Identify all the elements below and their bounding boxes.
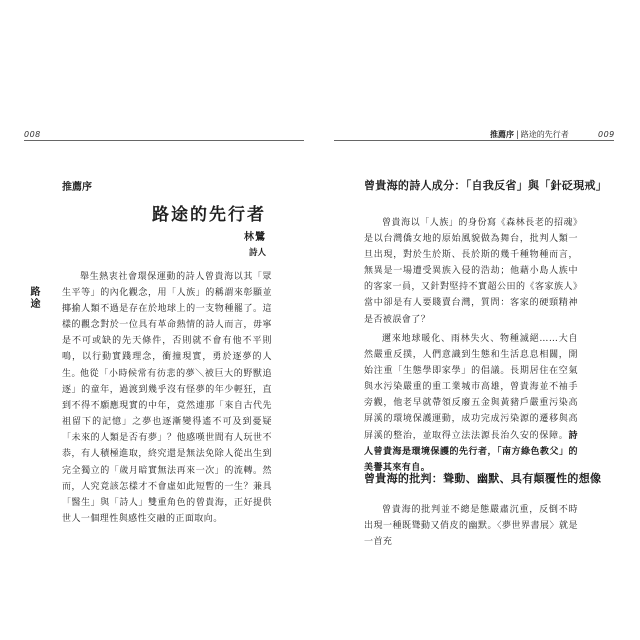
left-paragraph-2: 他從「小時候常有彷悲的夢＼被巨大的野獸追逐」的童年，過渡到幾乎沒有怪夢的年少輕狂，直到不得不願應現實的中年，竟然連那「來自古代先祖留下的記憶」之夢也逐漸變得遙不可及到憂疑「未來的人類是否有夢」？他感嘆世間有人玩世不恭，有人積極進取，終究還是無法免除人從出生到完全獨立的「歲月暗實無法再來一次」的流轉。然而，人究竟該怎樣才不會虛如此短暫的一生？兼具「醫生」與「詩人」雙重角色的曾貴海，正好提供世人一個理性與感性交融的正面取向。 (62, 369, 272, 524)
right-paragraph-3: 曾貴海的批判並不總是態嚴肅沉重，反倒不時出現一種既聳動又俏皮的幽默。〈夢世界書展〉就是一首充 (364, 505, 578, 548)
vertical-margin-mark: 路途 (28, 286, 39, 310)
section-label: 推薦序 (62, 182, 92, 193)
left-paragraph-1: 舉生熱衷社會環保運動的詩人曾貴海以其「眾生平等」的內化觀念，用「人族」的稱謂來彰顯並揶揄人類不過是存在於地球上的一支物種罷了。這樣的觀念對於一位具有革命熱情的詩人而言，毋寧是不可或缺的先天條件，否則就不會有他不平則鳴，以行動實踐理念，衝撞現實，勇於逐夢的人生。 (62, 272, 272, 379)
right-header-rule (334, 140, 614, 141)
left-page-number: 008 (24, 130, 41, 139)
right-paragraph-1: 曾貴海以「人族」的身份寫《森林長老的招魂》是以台灣僑女地的原始風貌做為舞台，批判人類一旦出現，對於生於斯、長於斯的幾千種物種而言，無異是一場遭受異族入侵的浩劫；他藉小島人族中的客家一員，又針對堅持不實超公田的《客家族人》當中卻是有人要賤賣台灣，質問：客家的硬頸精神是否被誤會了？ (364, 218, 578, 325)
page-title: 路途的先行者 (152, 205, 266, 225)
author-role: 詩人 (248, 248, 266, 258)
section-heading-2: 曾貴海的批判：聳動、幽默、具有顛覆性的想像 (364, 472, 602, 485)
right-paragraph-2-text: 邇來地球暖化、雨林失火、物種滅絕……大自然嚴重反撲，人們意識到生態和生活息息相關，開始注重「生態學即家學」的倡議。長期居住在空氣與水污染嚴重的重工業城市高雄，曾貴海並不袖手旁觀，他老早就帶領反廢五金與黃豬戶嚴重污染高屏溪的環境保護運動，成功完成污染源的遷移與高屏溪的整治，並取得立法法源長治久安的保障。 (364, 334, 578, 441)
running-head-separator: | (516, 130, 519, 139)
author-name: 林鷺 (244, 232, 266, 243)
running-head-title: 路途的先行者 (520, 130, 569, 139)
running-head-label: 推薦序 (490, 129, 514, 139)
right-paragraph-2-emphasis: 詩人曾貴海是環境保護的先行者，「南方綠色教父」的美譽其來有自。 (364, 430, 578, 473)
right-page-number: 009 (598, 130, 615, 139)
running-head (490, 129, 569, 140)
section-heading-1: 曾貴海的詩人成分：「自我反省」與「針砭現戒」 (364, 179, 608, 192)
right-paragraph-2 (364, 331, 578, 476)
left-header-rule (24, 140, 304, 141)
